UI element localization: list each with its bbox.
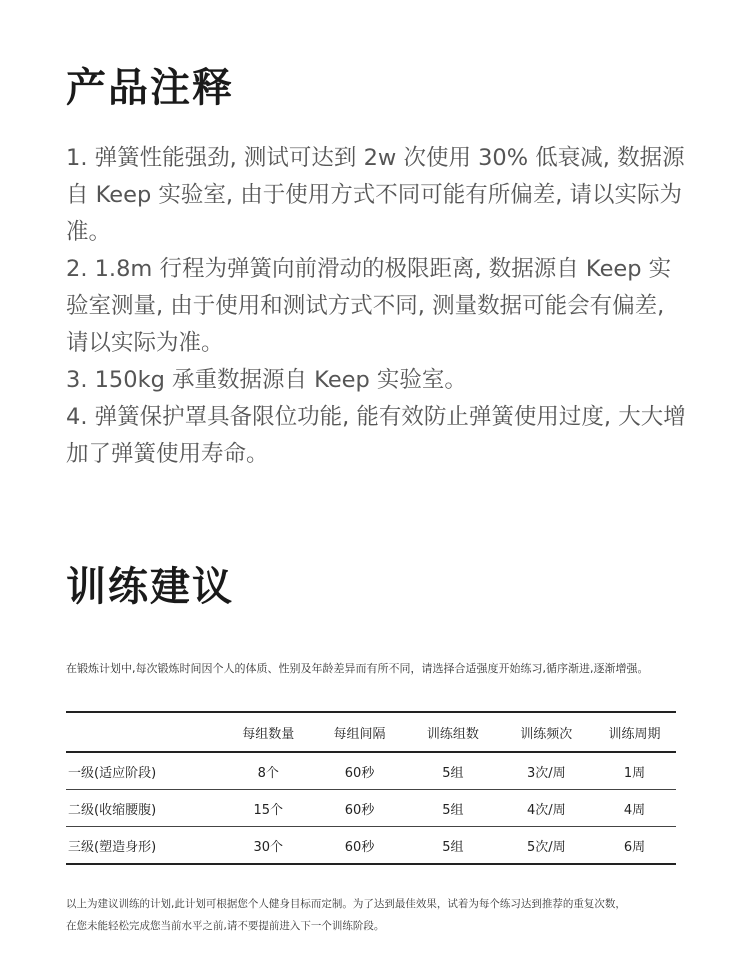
table-cell: 5组 [442, 802, 464, 818]
notes-list [66, 140, 686, 473]
table-cell: 15个 [253, 802, 284, 818]
table-cell-level: 二级(收缩腰腹) [68, 802, 157, 818]
training-intro-text: 在锻炼计划中,每次锻炼时间因个人的体质、性别及年龄差异而有所不同，请选择合适强度开始练习,循序渐进,逐渐增强。 [66, 662, 649, 675]
note-item: 2. 1.8m 行程为弹簧向前滑动的极限距离, 数据源自 Keep 实验室测量, 由于使用和测试方式不同, 测量数据可能会有偏差, 请以实际为准。 [66, 256, 672, 356]
training-table [66, 711, 676, 865]
note-item: 1. 弹簧性能强劲, 测试可达到 2w 次使用 30% 低衰减, 数据源自 Keep 实验室, 由于使用方式不同可能有所偏差, 请以实际为准。 [66, 145, 685, 245]
table-cell: 5次/周 [526, 839, 566, 855]
table-row [66, 752, 676, 790]
table-header-row [66, 712, 676, 752]
table-header-cell [66, 712, 224, 752]
table-cell: 30个 [253, 839, 284, 855]
table-cell: 6周 [623, 839, 646, 855]
training-section-title: 训练建议 [66, 564, 234, 610]
table-row [66, 790, 676, 827]
table-row [66, 827, 676, 865]
table-header-cell: 训练频次 [520, 726, 573, 742]
table-cell: 60秒 [344, 765, 375, 781]
notes-section-title: 产品注释 [66, 65, 234, 111]
note-item: 3. 150kg 承重数据源自 Keep 实验室。 [66, 367, 467, 393]
table-cell-level: 三级(塑造身形) [68, 839, 157, 855]
table-header-cell: 训练周期 [608, 726, 661, 742]
table-header-cell: 每组间隔 [333, 726, 386, 742]
table-cell: 1周 [623, 765, 646, 781]
footer-line: 在您未能轻松完成您当前水平之前,请不要提前进入下一个训练阶段。 [66, 920, 385, 932]
table-cell: 8个 [257, 765, 279, 781]
table-header-cell: 训练组数 [426, 726, 479, 742]
table-cell-level: 一级(适应阶段) [68, 765, 157, 781]
table-cell: 3次/周 [526, 765, 566, 781]
footer-line: 以上为建议训练的计划,此计划可根据您个人健身目标而定制。为了达到最佳效果，试着为每个练习达到推荐的重复次数， [66, 898, 626, 910]
table-cell: 5组 [442, 765, 464, 781]
training-footer-note [66, 893, 706, 937]
table-cell: 5组 [442, 839, 464, 855]
table-cell: 60秒 [344, 839, 375, 855]
note-item: 4. 弹簧保护罩具备限位功能, 能有效防止弹簧使用过度, 大大增加了弹簧使用寿命。 [66, 404, 686, 467]
table-cell: 60秒 [344, 802, 375, 818]
table-header-cell: 每组数量 [242, 726, 295, 742]
table-cell: 4周 [623, 802, 646, 818]
training-table-container [66, 711, 676, 865]
table-cell: 4次/周 [526, 802, 566, 818]
